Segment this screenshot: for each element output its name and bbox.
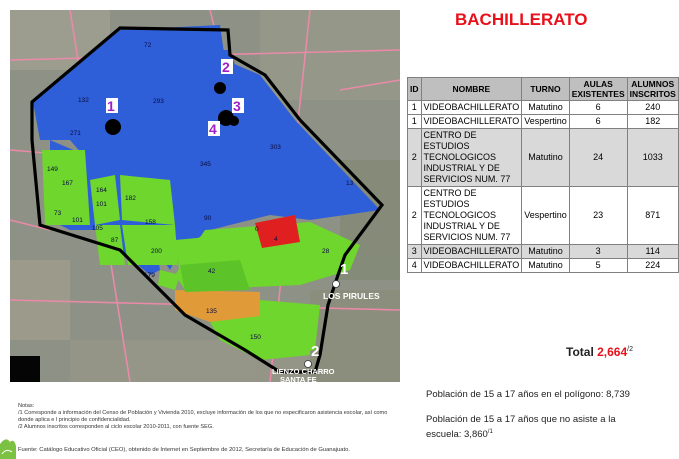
notes-line-1: /1 Corresponde a información del Censo de Población y Vivienda 2010, excluye información de los que no especificaron asistencia escolar, así como donde aplica e l principio de confidencialidad. <box>18 410 388 423</box>
cell-alumnos: 1033 <box>627 129 678 187</box>
table-row <box>408 245 679 259</box>
column-header: AULAS EXISTENTES <box>569 78 627 101</box>
block-label: 72 <box>144 42 152 49</box>
green-block-42 <box>180 260 250 292</box>
total-label <box>566 345 633 359</box>
school-table <box>407 77 679 273</box>
block-label: 0 <box>255 226 259 233</box>
cell-aulas: 23 <box>569 187 627 245</box>
cell-aulas: 3 <box>569 245 627 259</box>
cell-id: 2 <box>408 187 422 245</box>
cell-id: 1 <box>408 115 422 129</box>
notes-heading: Notas: <box>18 403 35 409</box>
table-header-row <box>408 78 679 101</box>
cell-aulas: 24 <box>569 129 627 187</box>
cell-id: 2 <box>408 129 422 187</box>
cell-nombre: VIDEOBACHILLERATO <box>421 245 522 259</box>
block-label: 200 <box>151 248 162 255</box>
cell-turno: Matutino <box>522 129 570 187</box>
block-label: 167 <box>62 180 73 187</box>
school-dot-2 <box>214 82 226 94</box>
block-label: 271 <box>70 130 81 137</box>
cell-turno: Matutino <box>522 101 570 115</box>
notes-line-2: /2 Alumnos inscritos corresponden al ciclo escolar 2010-2011, con fuente SEG. <box>18 424 214 430</box>
total-value: 2,664 <box>597 345 628 359</box>
block-label: 28 <box>322 248 330 255</box>
table-row <box>408 101 679 115</box>
stat-no-asiste-note: /1 <box>487 429 493 435</box>
cell-id: 1 <box>408 101 422 115</box>
marker-label-4: 4 <box>209 121 217 137</box>
table-row <box>408 129 679 187</box>
table-row <box>408 187 679 245</box>
cell-turno: Matutino <box>522 245 570 259</box>
column-header: ALUMNOS INSCRITOS <box>627 78 678 101</box>
total-note: /2 <box>627 346 633 353</box>
block-label: 101 <box>72 217 83 224</box>
cell-alumnos: 114 <box>627 245 678 259</box>
cell-nombre: VIDEOBACHILLERATO <box>421 101 522 115</box>
block-label: 42 <box>208 268 216 275</box>
school-dot-1 <box>105 119 121 135</box>
cell-turno: Matutino <box>522 259 570 273</box>
cell-id: 4 <box>408 259 422 273</box>
column-header: ID <box>408 78 422 101</box>
cell-aulas: 6 <box>569 115 627 129</box>
column-header: TURNO <box>522 78 570 101</box>
place-name-lienzo-charro: LIENZO CHARRO <box>272 367 335 376</box>
cell-nombre: VIDEOBACHILLERATO <box>421 115 522 129</box>
block-label: 149 <box>47 166 58 173</box>
guanajuato-logo-icon <box>0 434 16 459</box>
map-corner-box <box>10 356 40 382</box>
stat-poblacion: Población de 15 a 17 años en el polígono: 8,739 <box>426 389 630 400</box>
cell-nombre: VIDEOBACHILLERATO <box>421 259 522 273</box>
block-label: 150 <box>250 334 261 341</box>
place-number-1: 1 <box>340 261 349 278</box>
cell-aulas: 6 <box>569 101 627 115</box>
cell-alumnos: 182 <box>627 115 678 129</box>
place-dot <box>333 281 340 288</box>
cell-aulas: 5 <box>569 259 627 273</box>
cell-alumnos: 240 <box>627 101 678 115</box>
block-label: 345 <box>200 161 211 168</box>
block-label: 135 <box>206 308 217 315</box>
block-label: 87 <box>111 237 119 244</box>
source-footer: Fuente: Catálogo Educativo Oficial (CEO), obtenido de Internet en Septiembre de 2012, Secretaría de Educación de Guanajuato. <box>18 447 350 453</box>
place-number-2: 2 <box>311 343 320 360</box>
block-label: 303 <box>270 144 281 151</box>
block-label: 13 <box>346 180 354 187</box>
marker-label-1: 1 <box>107 98 115 114</box>
block-label: 293 <box>153 98 164 105</box>
cell-nombre: CENTRO DE ESTUDIOS TECNOLOGICOS INDUSTRIAL Y DE SERVICIOS NUM. 77 <box>421 129 522 187</box>
marker-label-2: 2 <box>222 59 230 75</box>
stat-no-asiste <box>426 413 621 441</box>
block-label: 182 <box>125 195 136 202</box>
column-header: NOMBRE <box>421 78 522 101</box>
total-text: Total <box>566 345 594 359</box>
cell-alumnos: 871 <box>627 187 678 245</box>
poligono-map <box>10 10 400 382</box>
stat-no-asiste-text: Población de 15 a 17 años que no asiste a la escuela: 3,860 <box>426 414 616 441</box>
block-label: 105 <box>92 225 103 232</box>
block-label: 101 <box>96 201 107 208</box>
school-dot-4 <box>229 116 239 126</box>
block-label: 73 <box>54 210 62 217</box>
cell-turno: Vespertino <box>522 187 570 245</box>
cell-alumnos: 224 <box>627 259 678 273</box>
block-label: 179 <box>144 272 155 279</box>
notes <box>18 403 398 431</box>
place-name-los-pirules: LOS PIRULES <box>323 291 380 301</box>
block-label: 132 <box>78 97 89 104</box>
block-label: 90 <box>204 215 212 222</box>
block-label: 164 <box>96 187 107 194</box>
block-label: 158 <box>145 219 156 226</box>
table-row <box>408 259 679 273</box>
cell-nombre: CENTRO DE ESTUDIOS TECNOLOGICOS INDUSTRIAL Y DE SERVICIOS NUM. 77 <box>421 187 522 245</box>
cell-id: 3 <box>408 245 422 259</box>
marker-label-3: 3 <box>233 98 241 114</box>
table-row <box>408 115 679 129</box>
cell-turno: Vespertino <box>522 115 570 129</box>
place-name-santa-fe: SANTA FE <box>280 375 317 384</box>
block-label: 4 <box>274 236 278 243</box>
page-title: BACHILLERATO <box>455 10 588 29</box>
